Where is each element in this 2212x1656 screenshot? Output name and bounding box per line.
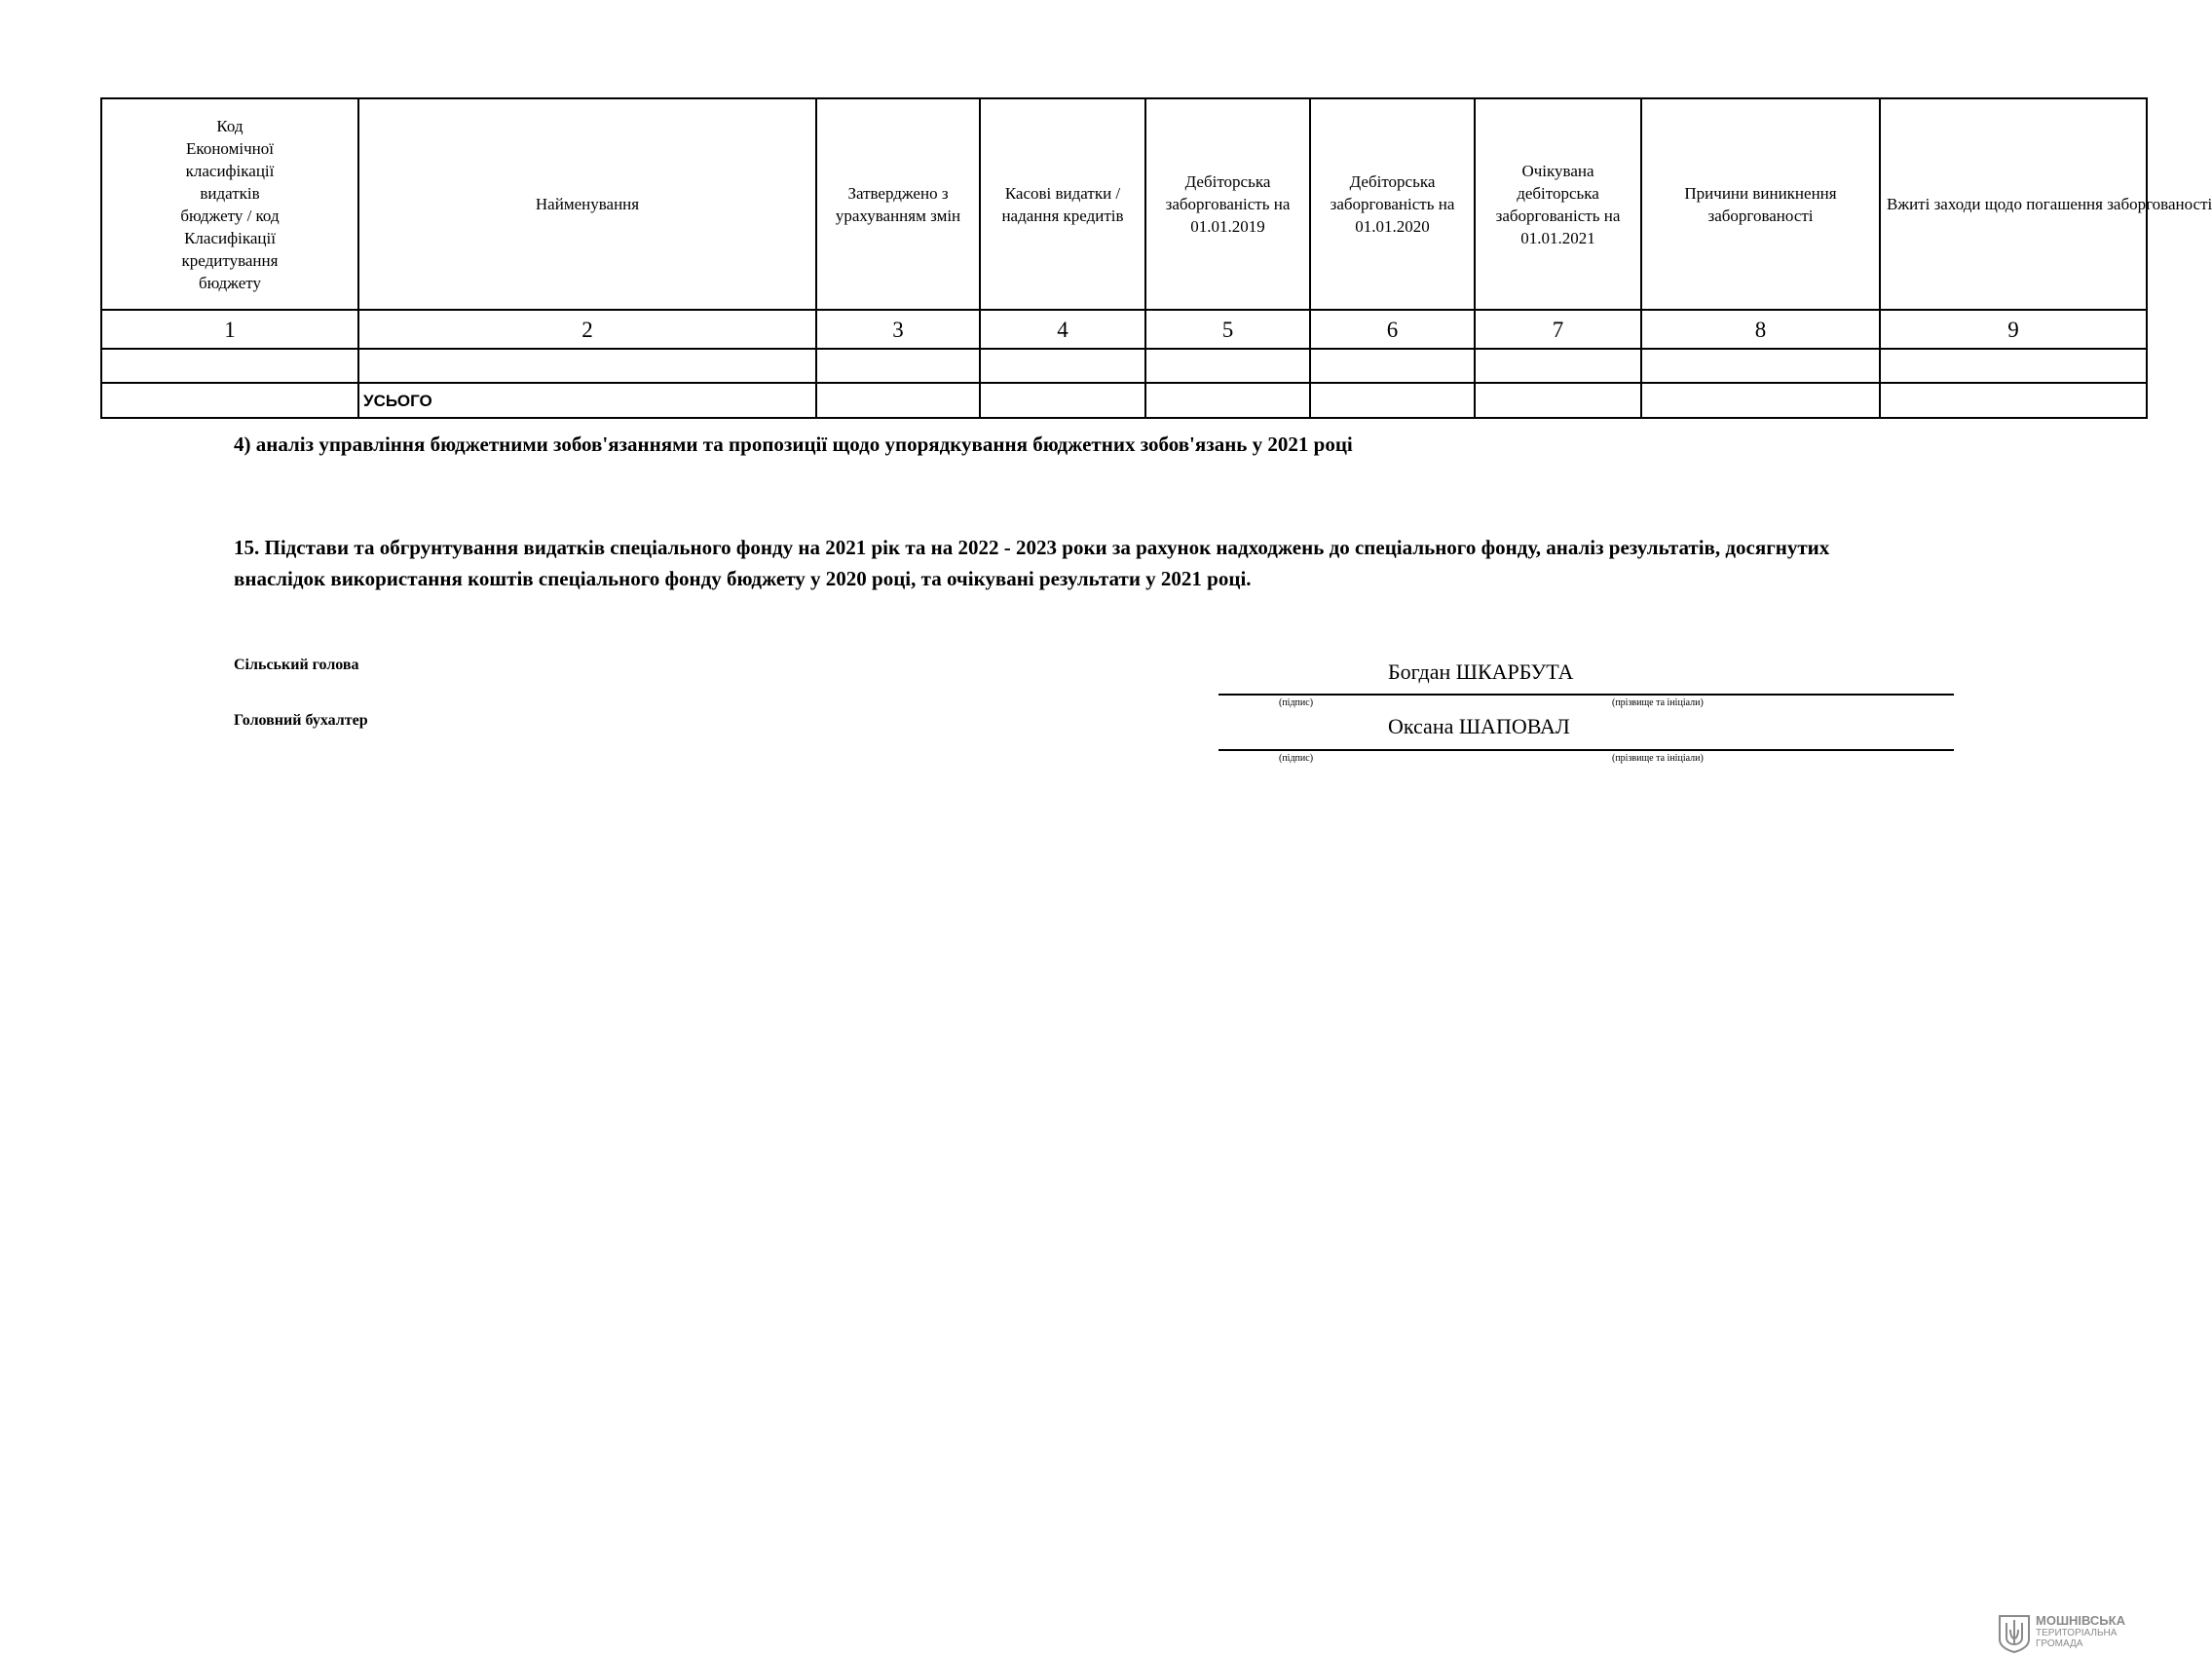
section-15-heading-line2: внаслідок використання коштів спеціального фонду бюджету у 2020 році, та очікувані результати у 2021 році. [234,567,1252,590]
header-cell [1880,98,2212,310]
signature-caption-sign: (підпис) [1279,753,1314,764]
header-cell [1145,98,1310,310]
table-cell [1145,349,1310,383]
signature-caption-sign: (підпис) [1279,697,1314,708]
table-cell [980,383,1145,418]
signature-name-accountant: Оксана ШАПОВАЛ [1388,714,1570,738]
logo-line-1: МОШНІВСЬКА [2036,1613,2125,1628]
header-cell [980,98,1145,310]
signature-name-head: Богдан ШКАРБУТА [1388,659,1574,684]
column-number: 2 [358,310,816,349]
header-cell [1641,98,1880,310]
total-row [101,383,2147,418]
signature-role-head: Сільський голова [234,657,359,673]
header-receivable-2020-text: Дебіторська заборгованість на 01.01.2020 [1330,172,1455,236]
table-cell [1880,383,2147,418]
signature-line-accountant [1218,749,1954,751]
table-cell [101,349,358,383]
table-cell [1310,383,1475,418]
section-4-heading: 4) аналіз управління бюджетними зобов'язаннями та пропозиції щодо упорядкування бюджетних зобов'язань у 2021 році [234,433,1353,456]
receivables-table [100,97,2212,419]
table-header-row [101,98,2147,310]
table-cell [1310,349,1475,383]
header-expected-2021-text: Очікувана дебіторська заборгованість на 01.01.2021 [1495,161,1621,247]
header-cell [816,98,980,310]
table-cell [101,383,358,418]
signature-role-accountant: Головний бухалтер [234,712,368,729]
header-name-text: Найменування [535,195,640,213]
trident-coat-of-arms-icon [1997,1614,2032,1653]
column-number: 5 [1145,310,1310,349]
table-cell [358,383,816,418]
logo-line-3: ГРОМАДА [2036,1638,2083,1649]
header-cell [101,98,358,310]
column-number: 1 [101,310,358,349]
header-reasons-text: Причини виникнення заборгованості [1684,183,1837,225]
header-receivable-2019-text: Дебіторська заборгованість на 01.01.2019 [1165,172,1291,236]
table-cell [1475,383,1641,418]
table-cell [816,349,980,383]
header-measures-text: Вжиті заходи щодо погашення заборгованості [1887,195,2212,213]
signature-caption-name: (прізвище та ініціали) [1612,753,1704,764]
table-cell [1145,383,1310,418]
column-number: 4 [980,310,1145,349]
section-15-heading-line1: 15. Підстави та обгрунтування видатків спеціального фонду на 2021 рік та на 2022 - 2023 роки за рахунок надходжень до спеціального фонду, аналіз результатів, досягнутих [234,536,1830,559]
header-cell [1310,98,1475,310]
column-number: 3 [816,310,980,349]
header-cell [1475,98,1641,310]
table-row [101,349,2147,383]
logo-line-2: ТЕРИТОРІАЛЬНА [2036,1628,2118,1638]
column-number: 8 [1641,310,1880,349]
table-cell [1475,349,1641,383]
header-code-text: Код Економічної класифікації видатків бюджету / код Класифікації кредитування бюджету [180,116,280,292]
table-cell [816,383,980,418]
column-number: 6 [1310,310,1475,349]
community-logo [1997,1614,2133,1653]
header-cash-text: Касові видатки / надання кредитів [1001,183,1124,225]
table-cell [1641,349,1880,383]
community-logo-text [2036,1614,2125,1649]
total-label: УСЬОГО [363,391,432,410]
table-cell [1641,383,1880,418]
receivables-table-container [100,97,2212,419]
table-cell [1880,349,2147,383]
header-cell [358,98,816,310]
column-number-row [101,310,2147,349]
column-number: 7 [1475,310,1641,349]
header-approved-text: Затверджено з урахуванням змін [835,183,961,225]
signature-caption-name: (прізвище та ініціали) [1612,697,1704,708]
signature-line-head [1218,694,1954,696]
table-cell [358,349,816,383]
table-cell [980,349,1145,383]
column-number: 9 [1880,310,2147,349]
